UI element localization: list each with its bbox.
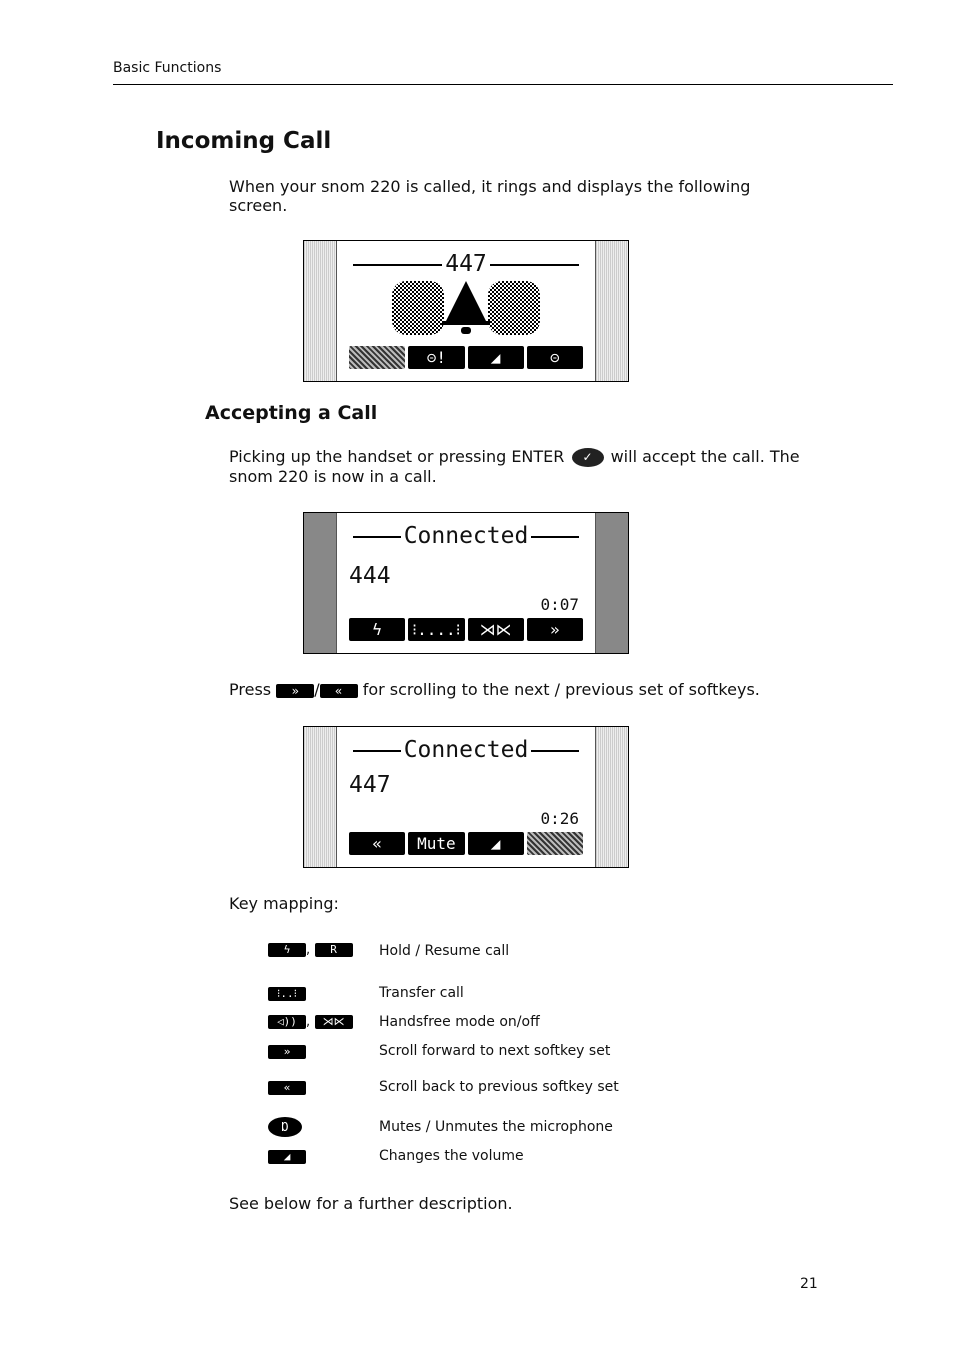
key-icons [268, 986, 306, 1002]
key-mapping-label: Key mapping: [229, 894, 339, 913]
key-description: Hold / Resume call [379, 943, 510, 959]
softkey-bar [349, 832, 583, 855]
title-line-right [486, 264, 579, 266]
caller-number: 447 [442, 251, 490, 277]
key-icons [268, 1014, 353, 1030]
accepting-paragraph [229, 447, 809, 486]
call-number: 447 [349, 772, 391, 798]
screen-bezel-right [595, 513, 628, 653]
incoming-call-screen [303, 240, 629, 382]
resume-key-icon: R [315, 943, 353, 957]
screen-bezel-left [304, 727, 337, 867]
back-key-icon: « [320, 684, 358, 698]
screen-bezel-right [595, 241, 628, 381]
accepting-text-before: Picking up the handset or pressing ENTER [229, 447, 565, 466]
transfer-key-icon: ⁝..⁝ [268, 987, 306, 1001]
speaker-on-key-icon: ◁)) [268, 1015, 306, 1029]
key-description: Scroll forward to next softkey set [379, 1043, 611, 1059]
lcd-display [337, 513, 595, 653]
key-icons [268, 1117, 302, 1137]
running-header: Basic Functions [113, 60, 222, 76]
ring-wave-left-icon [392, 281, 444, 335]
title-line-right [531, 536, 579, 538]
softkey-volume[interactable]: ◢ [468, 832, 524, 855]
title-line-left [353, 750, 401, 752]
screen-bezel-left [304, 513, 337, 653]
enter-key-icon: ✓ [572, 448, 604, 467]
call-duration: 0:26 [540, 809, 579, 828]
screen-bezel-left [304, 241, 337, 381]
key-description: Scroll back to previous softkey set [379, 1079, 619, 1095]
title-line-right [531, 750, 579, 752]
key-description: Handsfree mode on/off [379, 1014, 540, 1030]
softkey-transfer[interactable]: ⁝....⁝ [408, 618, 464, 641]
softkey-1[interactable] [349, 346, 405, 369]
forward-key-icon: » [276, 684, 314, 698]
back-key-icon: « [268, 1081, 306, 1095]
softkey-empty[interactable] [527, 832, 583, 855]
call-status: Connected [401, 523, 532, 549]
press-text-after: for scrolling to the next / previous set of softkeys. [362, 680, 760, 699]
softkey-bar [349, 346, 583, 369]
key-separator: , [306, 1014, 311, 1030]
mute-key-icon: Ɒ [268, 1117, 302, 1137]
forward-key-icon: » [268, 1045, 306, 1059]
volume-key-icon: ◢ [268, 1150, 306, 1164]
softkey-4[interactable]: ⊝ [527, 346, 583, 369]
softkey-back[interactable]: « [349, 832, 405, 855]
softkey-3[interactable]: ◢ [468, 346, 524, 369]
intro-paragraph: When your snom 220 is called, it rings and displays the following screen. [229, 177, 751, 215]
bell-clapper [461, 327, 471, 334]
header-rule [113, 84, 893, 85]
bell-icon [444, 281, 488, 325]
key-description: Changes the volume [379, 1148, 524, 1164]
title-line-left [353, 536, 401, 538]
softkey-forward[interactable]: » [527, 618, 583, 641]
ringing-bell-icon [392, 281, 540, 337]
accepting-text-after: will accept the call. The snom 220 is now in a call. [229, 447, 800, 486]
key-separator: , [306, 942, 311, 958]
press-slash: / [314, 680, 320, 699]
screen-bezel-right [595, 727, 628, 867]
softkey-handsfree[interactable]: ⋊⋉ [468, 618, 524, 641]
connected-screen-1 [303, 512, 629, 654]
section-title: Incoming Call [156, 128, 332, 154]
page-number: 21 [800, 1276, 818, 1292]
hold-key-icon: ϟ [268, 943, 306, 957]
lcd-display [337, 727, 595, 867]
lcd-display [337, 241, 595, 381]
softkey-bar [349, 618, 583, 641]
call-duration: 0:07 [540, 595, 579, 614]
ring-wave-right-icon [488, 281, 540, 335]
speaker-off-key-icon: ⋊⋉ [315, 1015, 353, 1029]
connected-screen-2 [303, 726, 629, 868]
title-line-left [353, 264, 446, 266]
lcd-title-row [347, 523, 585, 549]
subsection-title: Accepting a Call [205, 402, 378, 424]
key-icons [268, 1044, 306, 1060]
press-paragraph [229, 680, 829, 699]
softkey-2[interactable]: ⊝! [408, 346, 464, 369]
lcd-title-row [347, 251, 585, 277]
softkey-hold[interactable]: ϟ [349, 618, 405, 641]
footer-paragraph: See below for a further description. [229, 1194, 513, 1213]
key-icons [268, 942, 353, 958]
key-description: Mutes / Unmutes the microphone [379, 1119, 613, 1135]
call-status: Connected [401, 737, 532, 763]
call-number: 444 [349, 563, 391, 589]
lcd-title-row [347, 737, 585, 763]
key-icons [268, 1080, 306, 1096]
key-icons [268, 1149, 306, 1165]
press-text-before: Press [229, 680, 272, 699]
key-description: Transfer call [379, 985, 464, 1001]
bell-base [442, 321, 490, 325]
softkey-mute[interactable]: Mute [408, 832, 464, 855]
